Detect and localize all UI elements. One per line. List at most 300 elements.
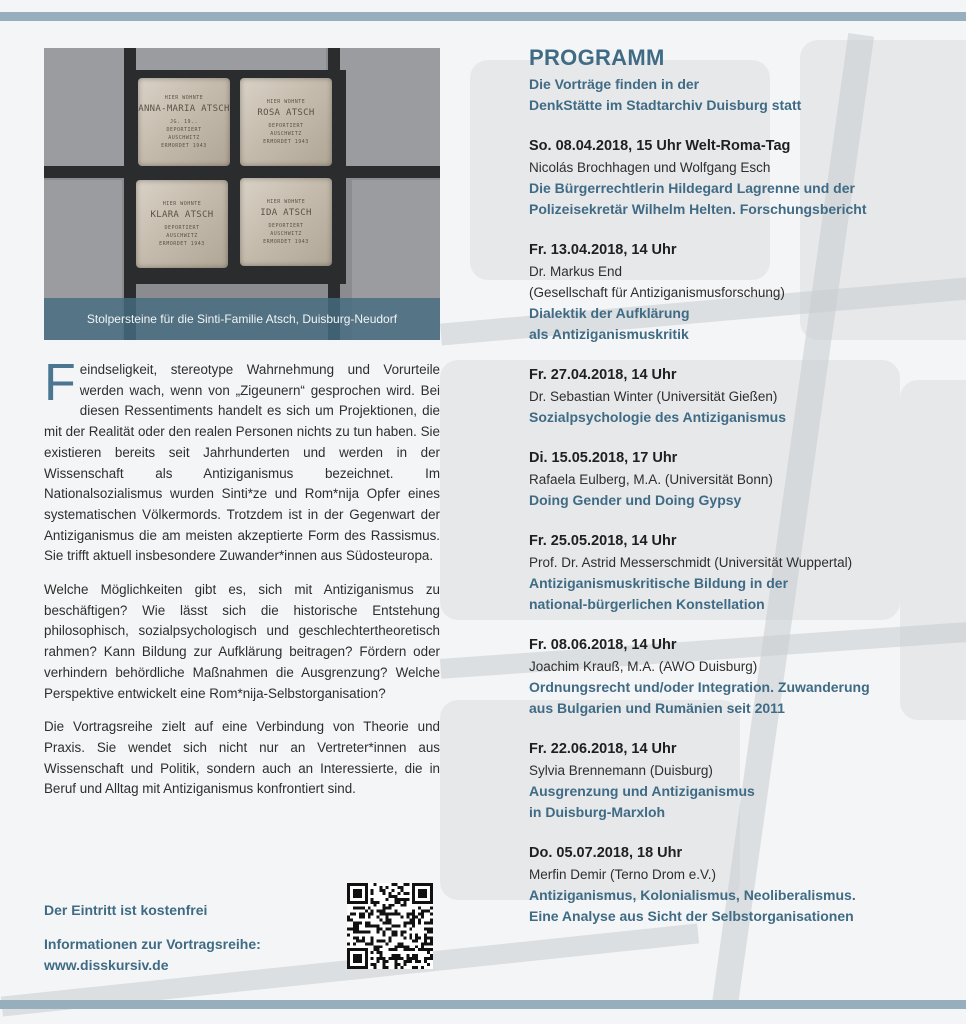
- qr-module: [412, 939, 415, 942]
- stone-header: HIER WOHNTE: [164, 95, 204, 101]
- stone-line: DEPORTIERT: [164, 225, 200, 231]
- bottom-border-bar: [0, 1000, 966, 1009]
- event-speaker: Dr. Sebastian Winter (Universität Gießen): [529, 389, 778, 404]
- stolperstein: [240, 178, 332, 266]
- qr-module: [368, 925, 371, 928]
- qr-module: [391, 930, 394, 933]
- qr-module: [377, 930, 380, 933]
- qr-module: [391, 957, 394, 960]
- qr-module: [347, 919, 350, 922]
- qr-module: [383, 922, 386, 925]
- qr-module: [424, 933, 427, 936]
- qr-module: [383, 904, 386, 907]
- qr-module: [430, 919, 433, 922]
- qr-module: [427, 910, 430, 913]
- qr-module: [430, 927, 433, 930]
- intro-paragraph-1: [44, 354, 440, 567]
- qr-module: [377, 916, 380, 919]
- qr-module: [424, 939, 427, 942]
- qr-module: [400, 945, 403, 948]
- qr-module: [353, 930, 356, 933]
- qr-module: [356, 930, 359, 933]
- website-link[interactable]: www.disskursiv.de: [44, 957, 169, 973]
- qr-module: [380, 945, 383, 948]
- event-item: [529, 739, 949, 823]
- qr-module: [397, 898, 400, 901]
- qr-module: [353, 954, 362, 963]
- qr-module: [383, 889, 386, 892]
- qr-module: [374, 883, 377, 886]
- qr-module: [359, 939, 362, 942]
- event-topic: Ordnungsrecht und/oder Integration. Zuwanderung: [529, 679, 870, 695]
- qr-module: [374, 925, 377, 928]
- event-date: Fr. 22.06.2018, 14 Uhr: [529, 741, 677, 757]
- qr-module: [383, 933, 386, 936]
- qr-module: [374, 963, 377, 966]
- qr-module: [353, 936, 356, 939]
- qr-module: [394, 895, 397, 898]
- qr-module: [409, 922, 412, 925]
- event-item: [529, 531, 949, 615]
- program-subtitle-line: Die Vorträge finden in der: [529, 76, 700, 92]
- qr-module: [371, 957, 374, 960]
- qr-module: [374, 901, 377, 904]
- event-item: [529, 240, 949, 345]
- stone-name: ROSA ATSCH: [257, 108, 315, 118]
- qr-module: [406, 945, 409, 948]
- qr-module: [356, 907, 359, 910]
- stone-header: HIER WOHNTE: [266, 99, 306, 105]
- event-topic: Polizeisekretär Wilhelm Helten. Forschungsbericht: [529, 201, 867, 217]
- program-section: [529, 44, 949, 927]
- qr-module: [380, 954, 383, 957]
- event-topic: Dialektik der Aufklärung: [529, 305, 690, 321]
- qr-module: [418, 948, 421, 951]
- qr-module: [386, 913, 389, 916]
- qr-module: [362, 913, 365, 916]
- intro-text: [44, 354, 440, 813]
- qr-module: [371, 901, 374, 904]
- qr-module: [371, 889, 374, 892]
- qr-module: [368, 916, 371, 919]
- qr-module: [412, 922, 415, 925]
- stolperstein: [136, 180, 228, 268]
- intro-paragraph-3: Die Vortragsreihe zielt auf eine Verbindung von Theorie und Praxis. Sie wendet sich nicht nur an Vertreter*innen aus Wissenschaft und Politik, sondern auch an Interessierte, die in Beruf und Alltag mit Antiziganismus konfrontiert sind.: [44, 719, 440, 797]
- qr-module: [409, 936, 412, 939]
- qr-module: [424, 942, 427, 945]
- qr-module: [353, 922, 356, 925]
- qr-module: [418, 919, 421, 922]
- qr-module: [391, 913, 394, 916]
- program-subtitle: [529, 74, 949, 116]
- info-label: Informationen zur Vortragsreihe:: [44, 936, 261, 952]
- qr-module: [389, 957, 392, 960]
- event-date: Fr. 25.05.2018, 14 Uhr: [529, 533, 677, 549]
- qr-module: [397, 892, 400, 895]
- qr-module: [397, 901, 400, 904]
- qr-module: [427, 942, 430, 945]
- qr-module: [400, 904, 403, 907]
- qr-module: [389, 948, 392, 951]
- qr-module: [386, 927, 389, 930]
- qr-module: [368, 942, 371, 945]
- qr-module: [380, 889, 383, 892]
- qr-module: [418, 907, 421, 910]
- qr-module: [380, 957, 383, 960]
- qr-module: [421, 916, 424, 919]
- qr-module: [389, 939, 392, 942]
- qr-module: [368, 922, 371, 925]
- event-topic: Doing Gender und Doing Gypsy: [529, 492, 742, 508]
- qr-module: [362, 936, 365, 939]
- qr-module: [394, 960, 397, 963]
- qr-module: [359, 930, 362, 933]
- qr-module: [406, 954, 409, 957]
- qr-module: [356, 927, 359, 930]
- qr-module: [397, 957, 400, 960]
- event-date: Fr. 27.04.2018, 14 Uhr: [529, 367, 677, 383]
- qr-module: [430, 922, 433, 925]
- qr-module: [430, 948, 433, 951]
- intro-paragraph-2: Welche Möglichkeiten gibt es, sich mit Antiziganismus zu beschäftigen? Wie lässt sich die historische Entstehung philosophisch, sozialpsychologisch und geschlechtertheoretisch rahmen? Kann Bildung zur Aufklärung beitragen? Fördern oder verhindern behördliche Maßnahmen die Ausgrenzung? Welche Perspektive entwickelt eine Rom*nija-Selbstorganisation?: [44, 582, 440, 701]
- qr-module: [427, 927, 430, 930]
- qr-module: [389, 904, 392, 907]
- qr-module: [427, 957, 430, 960]
- qr-module: [377, 951, 380, 954]
- qr-module: [386, 907, 389, 910]
- qr-module: [374, 904, 377, 907]
- qr-module: [424, 948, 427, 951]
- qr-module: [418, 936, 421, 939]
- qr-module: [430, 954, 433, 957]
- qr-module: [389, 907, 392, 910]
- event-speaker: Prof. Dr. Astrid Messerschmidt (Universität Wuppertal): [529, 555, 853, 570]
- qr-module: [406, 916, 409, 919]
- qr-module: [365, 922, 368, 925]
- qr-module: [421, 942, 424, 945]
- qr-module: [418, 922, 421, 925]
- drop-cap: F: [44, 354, 76, 412]
- qr-module: [400, 966, 403, 969]
- qr-module: [383, 930, 386, 933]
- event-speaker: Merfin Demir (Terno Drom e.V.): [529, 867, 717, 882]
- qr-module: [371, 939, 374, 942]
- qr-module: [415, 954, 418, 957]
- qr-module: [383, 913, 386, 916]
- qr-module: [377, 927, 380, 930]
- event-topic: aus Bulgarien und Rumänien seit 2011: [529, 700, 785, 716]
- qr-module: [380, 913, 383, 916]
- qr-module: [403, 901, 406, 904]
- qr-module: [403, 904, 406, 907]
- program-title: PROGRAMM: [529, 45, 665, 70]
- stone-line: DEPORTIERT: [268, 123, 304, 129]
- qr-module: [356, 936, 359, 939]
- qr-module: [362, 916, 365, 919]
- qr-module: [415, 945, 418, 948]
- stone-name: ANNA-MARIA ATSCH: [138, 104, 230, 114]
- qr-module: [368, 930, 371, 933]
- qr-module: [380, 927, 383, 930]
- qr-module: [347, 942, 350, 945]
- qr-module: [386, 942, 389, 945]
- qr-module: [430, 957, 433, 960]
- qr-module: [397, 954, 400, 957]
- stolperstein: [240, 78, 332, 166]
- qr-module: [391, 925, 394, 928]
- stone-name: KLARA ATSCH: [150, 210, 214, 220]
- qr-module: [412, 925, 415, 928]
- qr-module: [397, 963, 400, 966]
- event-topic: national-bürgerlichen Konstellation: [529, 596, 765, 612]
- qr-module: [389, 913, 392, 916]
- qr-module: [383, 910, 386, 913]
- qr-module: [412, 957, 415, 960]
- event-date: Di. 15.05.2018, 17 Uhr: [529, 450, 678, 466]
- qr-module: [377, 960, 380, 963]
- qr-module: [380, 910, 383, 913]
- qr-module: [377, 901, 380, 904]
- qr-module: [394, 910, 397, 913]
- qr-module: [409, 913, 412, 916]
- stone-line: ERMORDET 1943: [263, 139, 309, 145]
- qr-module: [424, 957, 427, 960]
- qr-module: [400, 942, 403, 945]
- qr-module: [389, 895, 392, 898]
- qr-module: [386, 960, 389, 963]
- event-date: Fr. 08.06.2018, 14 Uhr: [529, 637, 677, 653]
- qr-module: [371, 942, 374, 945]
- qr-module: [403, 936, 406, 939]
- event-date: Do. 05.07.2018, 18 Uhr: [529, 845, 683, 861]
- qr-module: [412, 954, 415, 957]
- qr-module: [356, 925, 359, 928]
- qr-module: [374, 966, 377, 969]
- qr-module: [350, 927, 353, 930]
- qr-module: [400, 886, 403, 889]
- event-speaker: Nicolás Brochhagen und Wolfgang Esch: [529, 160, 771, 175]
- event-speaker: Dr. Markus End: [529, 264, 623, 279]
- intro-paragraph-1-text: eindseligkeit, stereotype Wahrnehmung und Vorurteile werden wach, wenn von „Zigeunern“ gesprochen wird. Bei diesen Ressentiments handelt es sich um Projektionen, die mit der Realität oder den realen Personen nichts zu tun haben. Sie existieren bereits seit Jahrhunderten und werden in der Wissenschaft als Antiziganismus bezeichnet. Im Nationalsozialismus wurden Sinti*ze und Rom*nija Opfer eines systematischen Völkermords. Trotzdem ist in der Gegenwart der Antiziganismus die am meisten akzeptierte Form des Rassismus. Sie trifft aktuell insbesondere Zuwander*innen aus Südosteuropa.: [44, 362, 440, 564]
- qr-module: [362, 907, 365, 910]
- qr-module: [374, 948, 377, 951]
- qr-module: [397, 913, 400, 916]
- qr-module: [391, 948, 394, 951]
- event-speaker: Joachim Krauß, M.A. (AWO Duisburg): [529, 659, 758, 674]
- qr-module: [371, 892, 374, 895]
- qr-module: [430, 907, 433, 910]
- qr-module: [394, 948, 397, 951]
- qr-module: [353, 942, 356, 945]
- stone-line: DEPORTIERT: [268, 223, 304, 229]
- event-date: So. 08.04.2018, 15 Uhr Welt-Roma-Tag: [529, 138, 791, 154]
- stone-line: AUSCHWITZ: [166, 233, 198, 239]
- stone-line: DEPORTIERT: [166, 127, 202, 133]
- qr-module: [403, 948, 406, 951]
- qr-module: [383, 939, 386, 942]
- qr-module: [430, 913, 433, 916]
- qr-module: [389, 922, 392, 925]
- qr-module: [409, 957, 412, 960]
- qr-module: [394, 963, 397, 966]
- qr-module: [359, 922, 362, 925]
- qr-module: [400, 898, 403, 901]
- qr-module: [430, 930, 433, 933]
- qr-module: [421, 913, 424, 916]
- event-topic: Antiziganismus, Kolonialismus, Neoliberalismus.: [529, 887, 856, 903]
- qr-module: [430, 939, 433, 942]
- photo-caption: Stolpersteine für die Sinti-Familie Atsch, Duisburg-Neudorf: [44, 298, 440, 340]
- qr-module: [415, 916, 418, 919]
- qr-module: [403, 930, 406, 933]
- qr-module: [427, 936, 430, 939]
- qr-module: [377, 945, 380, 948]
- qr-module: [400, 889, 403, 892]
- qr-module: [394, 954, 397, 957]
- event-topic: als Antiziganismuskritik: [529, 326, 689, 342]
- qr-module: [418, 913, 421, 916]
- stone-line: ERMORDET 1943: [161, 143, 207, 149]
- qr-module: [409, 960, 412, 963]
- qr-module: [391, 904, 394, 907]
- qr-module: [424, 910, 427, 913]
- qr-module: [415, 939, 418, 942]
- qr-module: [391, 933, 394, 936]
- qr-module: [362, 930, 365, 933]
- qr-module: [421, 945, 424, 948]
- qr-module: [377, 910, 380, 913]
- qr-module: [397, 925, 400, 928]
- qr-module: [412, 919, 415, 922]
- qr-module: [424, 936, 427, 939]
- qr-module: [412, 913, 415, 916]
- event-item: [529, 635, 949, 719]
- stolpersteine-photo: [44, 48, 440, 340]
- qr-module: [377, 925, 380, 928]
- event-speaker: (Gesellschaft für Antiziganismusforschung): [529, 285, 785, 300]
- stone-header: HIER WOHNTE: [266, 199, 306, 205]
- stone-line: AUSCHWITZ: [270, 131, 302, 137]
- program-subtitle-line: DenkStätte im Stadtarchiv Duisburg statt: [529, 97, 802, 113]
- qr-module: [397, 945, 400, 948]
- qr-module: [383, 907, 386, 910]
- qr-module: [424, 927, 427, 930]
- qr-module: [409, 919, 412, 922]
- qr-module: [371, 913, 374, 916]
- event-item: [529, 843, 949, 927]
- qr-module: [394, 930, 397, 933]
- qr-module: [418, 889, 427, 898]
- qr-module: [415, 936, 418, 939]
- qr-module: [409, 933, 412, 936]
- qr-module: [374, 945, 377, 948]
- qr-module: [406, 922, 409, 925]
- qr-module: [386, 916, 389, 919]
- qr-module: [394, 933, 397, 936]
- event-topic: in Duisburg-Marxloh: [529, 804, 666, 820]
- admission-note: Der Eintritt ist kostenfrei: [44, 902, 208, 918]
- stone-line: ERMORDET 1943: [159, 241, 205, 247]
- qr-module: [412, 916, 415, 919]
- stone-name: IDA ATSCH: [260, 208, 312, 218]
- qr-module: [394, 913, 397, 916]
- qr-module: [386, 922, 389, 925]
- qr-module: [427, 922, 430, 925]
- qr-module: [350, 919, 353, 922]
- qr-module: [427, 930, 430, 933]
- qr-module: [386, 886, 389, 889]
- qr-module: [400, 916, 403, 919]
- qr-module: [386, 898, 389, 901]
- event-item: [529, 365, 949, 428]
- qr-module: [394, 945, 397, 948]
- qr-module: [386, 919, 389, 922]
- qr-module: [383, 966, 386, 969]
- qr-module: [391, 895, 394, 898]
- event-topic: Sozialpsychologie des Antiziganismus: [529, 409, 786, 425]
- qr-module: [406, 883, 409, 886]
- qr-module: [380, 919, 383, 922]
- qr-module: [415, 966, 418, 969]
- qr-module: [371, 925, 374, 928]
- qr-module: [371, 910, 374, 913]
- qr-module: [406, 948, 409, 951]
- qr-module: [353, 913, 356, 916]
- qr-module: [403, 892, 406, 895]
- qr-module: [403, 960, 406, 963]
- qr-module: [371, 936, 374, 939]
- qr-module: [427, 948, 430, 951]
- qr-module: [359, 907, 362, 910]
- qr-module: [421, 948, 424, 951]
- qr-module: [418, 960, 421, 963]
- qr-module: [365, 910, 368, 913]
- event-speaker: Rafaela Eulberg, M.A. (Universität Bonn): [529, 472, 773, 487]
- qr-module: [400, 933, 403, 936]
- qr-module: [400, 930, 403, 933]
- qr-module: [386, 966, 389, 969]
- qr-module: [412, 966, 415, 969]
- stone-line: AUSCHWITZ: [270, 231, 302, 237]
- qr-module: [371, 898, 374, 901]
- qr-module: [368, 907, 371, 910]
- qr-module: [421, 910, 424, 913]
- qr-module: [400, 957, 403, 960]
- qr-module: [391, 883, 394, 886]
- qr-module: [412, 948, 415, 951]
- qr-module: [403, 963, 406, 966]
- qr-module: [347, 916, 350, 919]
- qr-module: [394, 925, 397, 928]
- qr-module: [427, 963, 430, 966]
- qr-module: [353, 927, 356, 930]
- qr-module: [353, 907, 356, 910]
- info-block: [44, 934, 261, 976]
- stone-header: HIER WOHNTE: [162, 201, 202, 207]
- qr-module: [421, 966, 424, 969]
- qr-module: [350, 913, 353, 916]
- qr-module: [403, 883, 406, 886]
- stone-line: JG. 19..: [169, 119, 199, 125]
- qr-module: [359, 913, 362, 916]
- qr-module: [397, 886, 400, 889]
- qr-module: [394, 957, 397, 960]
- qr-module: [394, 898, 397, 901]
- event-topic: Die Bürgerrechtlerin Hildegard Lagrenne und der: [529, 180, 855, 196]
- qr-module: [403, 922, 406, 925]
- qr-module: [415, 933, 418, 936]
- qr-module: [403, 898, 406, 901]
